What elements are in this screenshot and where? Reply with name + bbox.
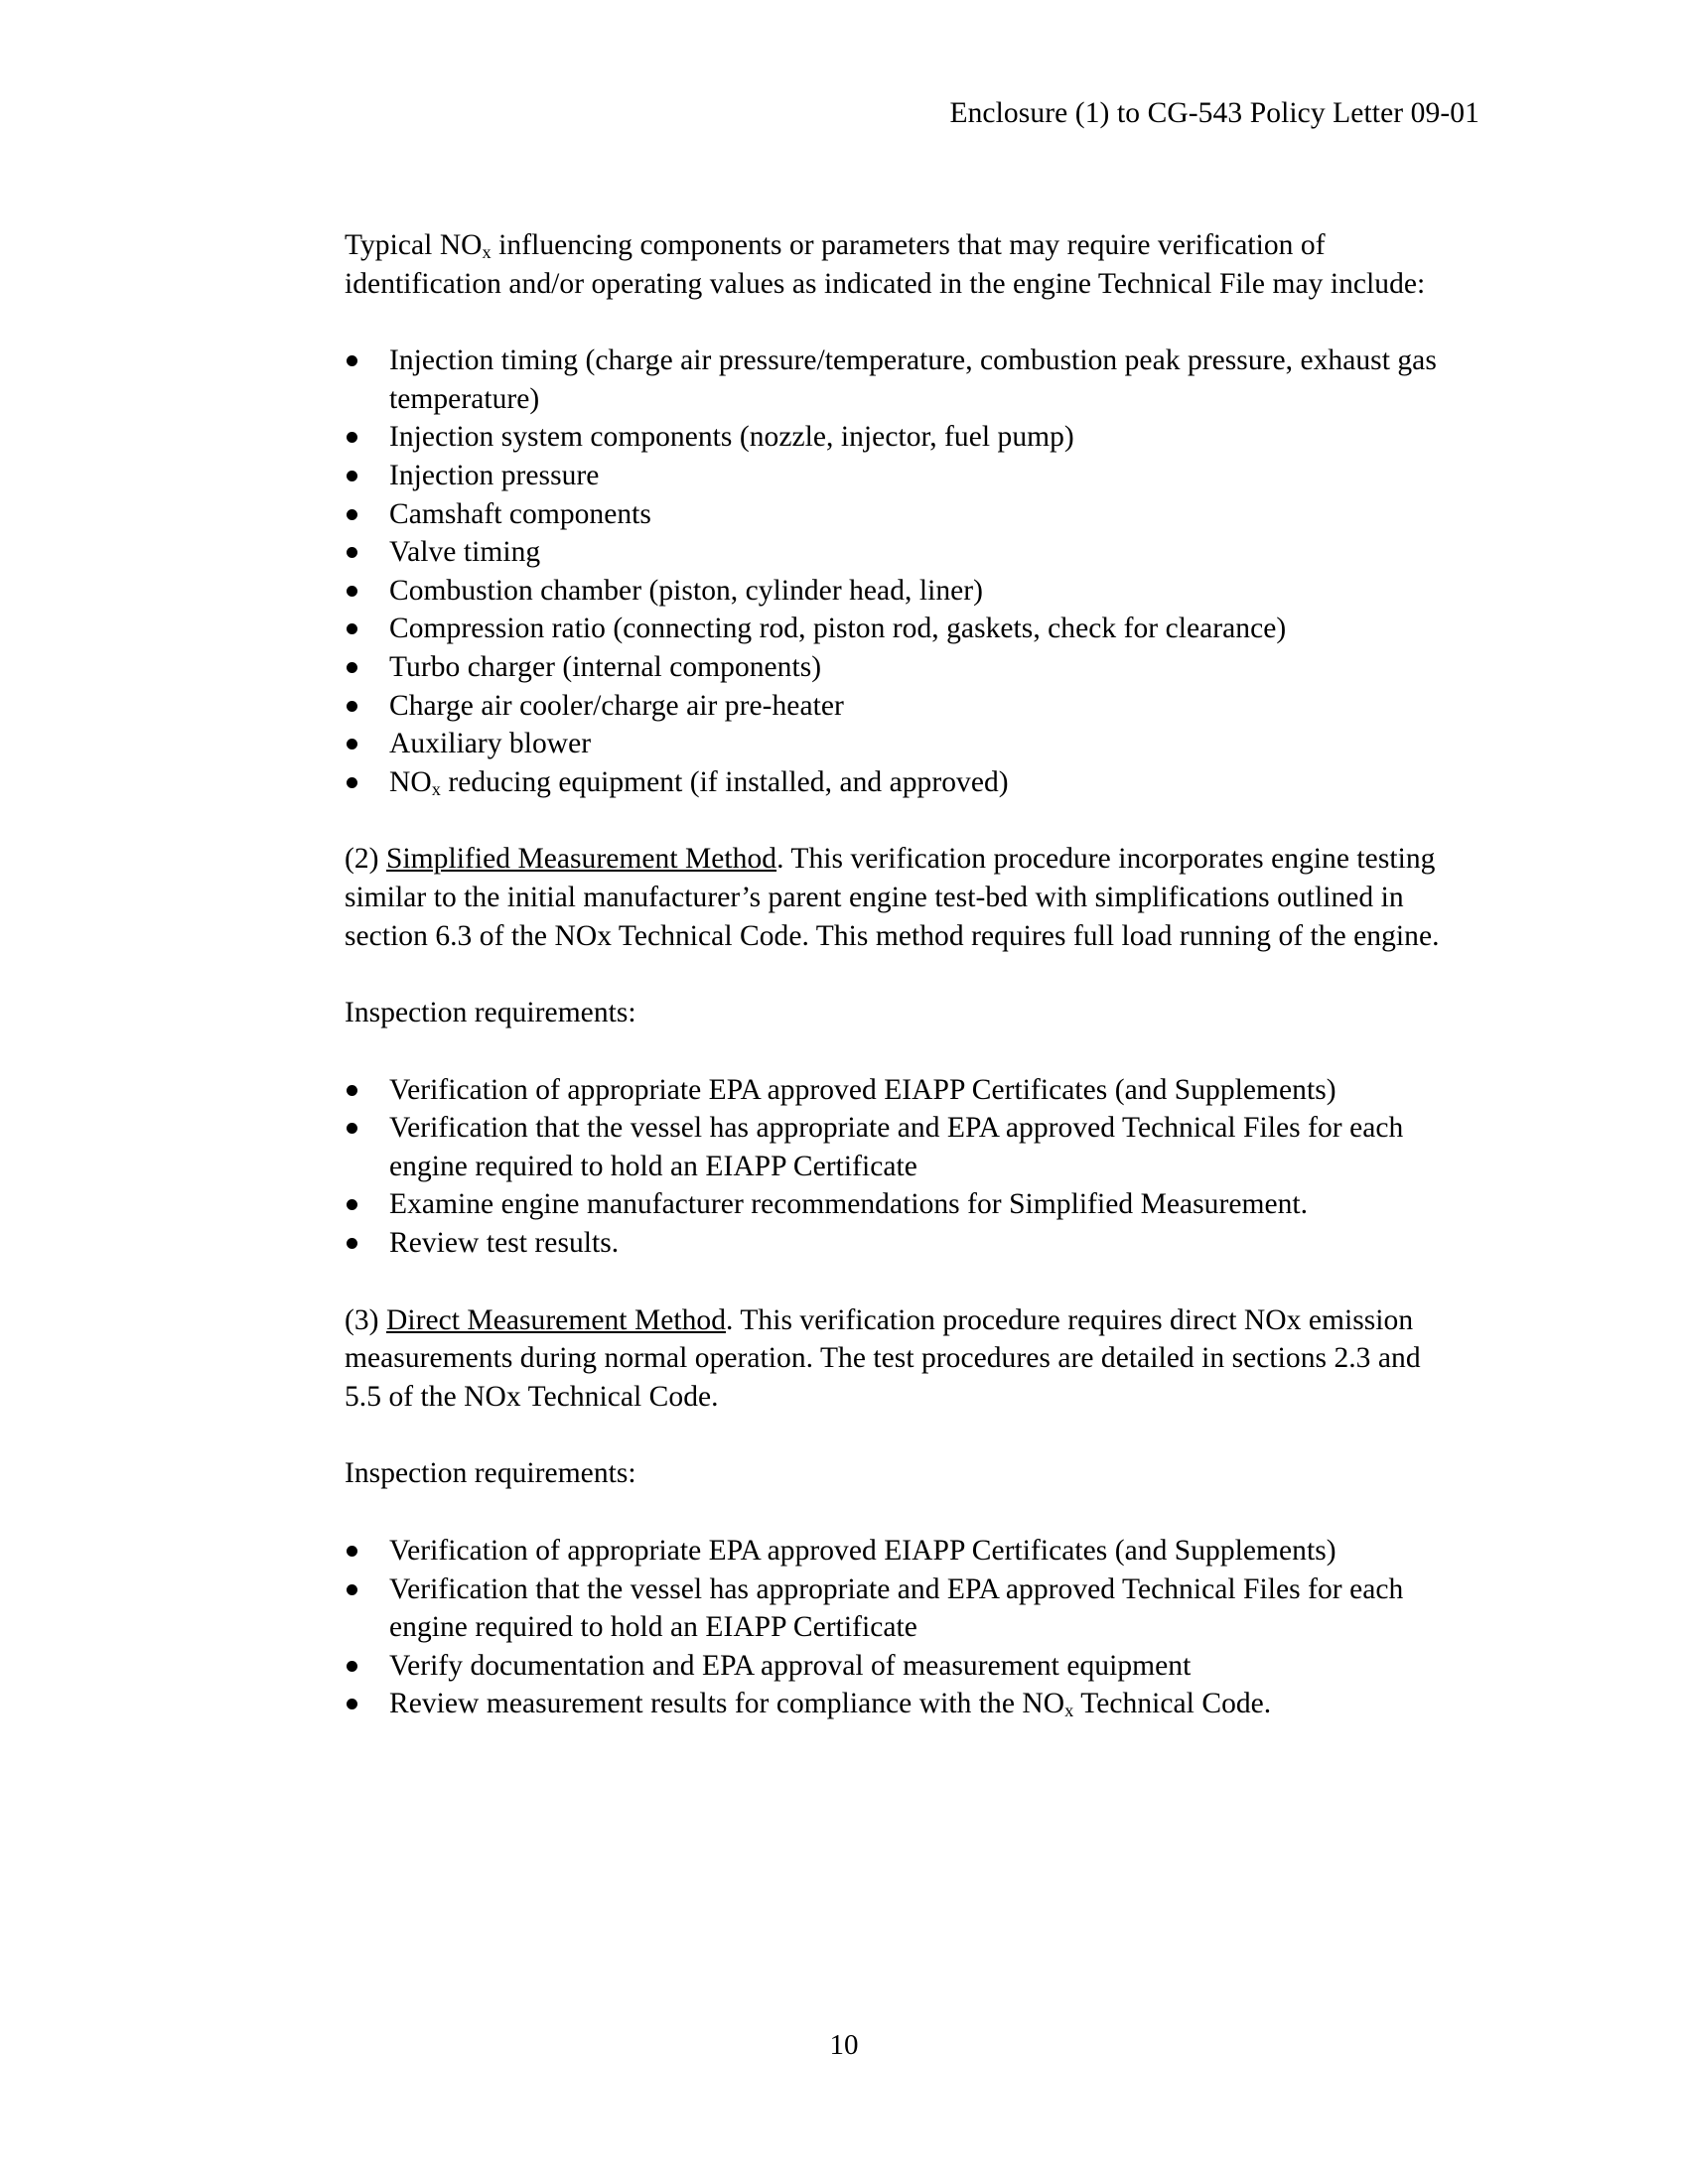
list-item: Injection pressure [345, 457, 1442, 495]
spacer [345, 303, 1442, 341]
list-item: Review test results. [345, 1224, 1442, 1263]
spacer [345, 1493, 1442, 1532]
section-2-inspection-label: Inspection requirements: [345, 997, 636, 1029]
review-post: Technical Code. [1073, 1688, 1272, 1720]
list-item: Verification of appropriate EPA approved EIAPP Certificates (and Supplements) [345, 1071, 1442, 1110]
bullet-dot-icon [347, 586, 357, 597]
nox-subscript: x [482, 242, 492, 263]
bullet-dot-icon [347, 547, 357, 558]
section-2-title: Simplified Measurement Method [385, 843, 777, 876]
list-item: Auxiliary blower [345, 725, 1442, 763]
bullet-dot-icon [347, 701, 357, 712]
section-3-bullet-list [345, 1532, 1442, 1723]
list-item: Verification that the vessel has appropriate and EPA approved Technical Files for each engine required to hold an EIAPP Certificate [345, 1109, 1442, 1185]
section-2-paragraph [345, 840, 1442, 955]
nox-subscript: x [1064, 1701, 1074, 1721]
bullet-dot-icon [347, 1123, 357, 1134]
bullet-dot-icon [347, 432, 357, 443]
header-text: Enclosure (1) to CG-543 Policy Letter 09-01 [949, 97, 1479, 129]
list-item: Verification that the vessel has appropriate and EPA approved Technical Files for each engine required to hold an EIAPP Certificate [345, 1570, 1442, 1647]
document-body [345, 226, 1442, 1723]
list-item-nox-reducing [345, 763, 1442, 802]
bullet-dot-icon [347, 1546, 357, 1557]
bullet-dot-icon [347, 1584, 357, 1595]
bullet-dot-icon [347, 1699, 357, 1709]
components-bullet-list [345, 341, 1442, 801]
section-3-inspection-label: Inspection requirements: [345, 1457, 636, 1490]
list-item: Injection system components (nozzle, injector, fuel pump) [345, 418, 1442, 457]
list-item: Verify documentation and EPA approval of measurement equipment [345, 1647, 1442, 1686]
nox-pre: NO [389, 765, 432, 798]
bullet-dot-icon [347, 662, 357, 673]
list-item: Valve timing [345, 533, 1442, 572]
spacer [345, 1032, 1442, 1071]
bullet-dot-icon [347, 623, 357, 634]
bullet-dot-icon [347, 1661, 357, 1672]
list-item: Combustion chamber (piston, cylinder head, liner) [345, 572, 1442, 611]
list-item-review-measurement [345, 1685, 1442, 1723]
section-2-number: (2) [345, 843, 386, 876]
intro-text-post: influencing components or parameters that may require verification of identification and/or operating values as indicated in the engine Technical File may include: [345, 229, 1426, 300]
review-pre: Review measurement results for compliance with the NO [389, 1688, 1065, 1720]
spacer [345, 801, 1442, 840]
page-header [0, 95, 1479, 132]
section-2-body: . This verification procedure incorporates engine testing similar to the initial manufacturer’s parent engine test-bed with simplifications outlined in section 6.3 of the NOx Technical Code. This method requires full load running of the engine. [345, 843, 1440, 952]
bullet-dot-icon [347, 1085, 357, 1096]
spacer [345, 955, 1442, 994]
list-item: Compression ratio (connecting rod, piston rod, gaskets, check for clearance) [345, 610, 1442, 648]
bullet-dot-icon [347, 1238, 357, 1249]
intro-paragraph [345, 226, 1442, 303]
section-3-title: Direct Measurement Method [385, 1303, 727, 1336]
spacer [345, 1416, 1442, 1454]
intro-text-pre: Typical NO [345, 229, 483, 261]
list-item: Turbo charger (internal components) [345, 648, 1442, 687]
bullet-dot-icon [347, 471, 357, 481]
bullet-dot-icon [347, 509, 357, 520]
list-item: Examine engine manufacturer recommendations for Simplified Measurement. [345, 1185, 1442, 1224]
nox-post: reducing equipment (if installed, and approved) [440, 765, 1009, 798]
section-3-paragraph [345, 1301, 1442, 1417]
bullet-dot-icon [347, 1199, 357, 1210]
list-item: Charge air cooler/charge air pre-heater [345, 687, 1442, 726]
list-item: Verification of appropriate EPA approved EIAPP Certificates (and Supplements) [345, 1532, 1442, 1570]
section-2-bullet-list [345, 1071, 1442, 1263]
bullet-dot-icon [347, 355, 357, 366]
spacer [345, 1263, 1442, 1301]
page-number: 10 [829, 2029, 859, 2061]
list-item: Injection timing (charge air pressure/temperature, combustion peak pressure, exhaust gas temperature) [345, 341, 1442, 418]
bullet-dot-icon [347, 777, 357, 788]
nox-subscript: x [431, 778, 441, 799]
bullet-dot-icon [347, 739, 357, 750]
section-3-number: (3) [345, 1303, 386, 1336]
list-item: Camshaft components [345, 495, 1442, 534]
section-3-body: . This verification procedure requires direct NOx emission measurements during normal operation. The test procedures are detailed in sections 2.3 and 5.5 of the NOx Technical Code. [345, 1303, 1421, 1413]
